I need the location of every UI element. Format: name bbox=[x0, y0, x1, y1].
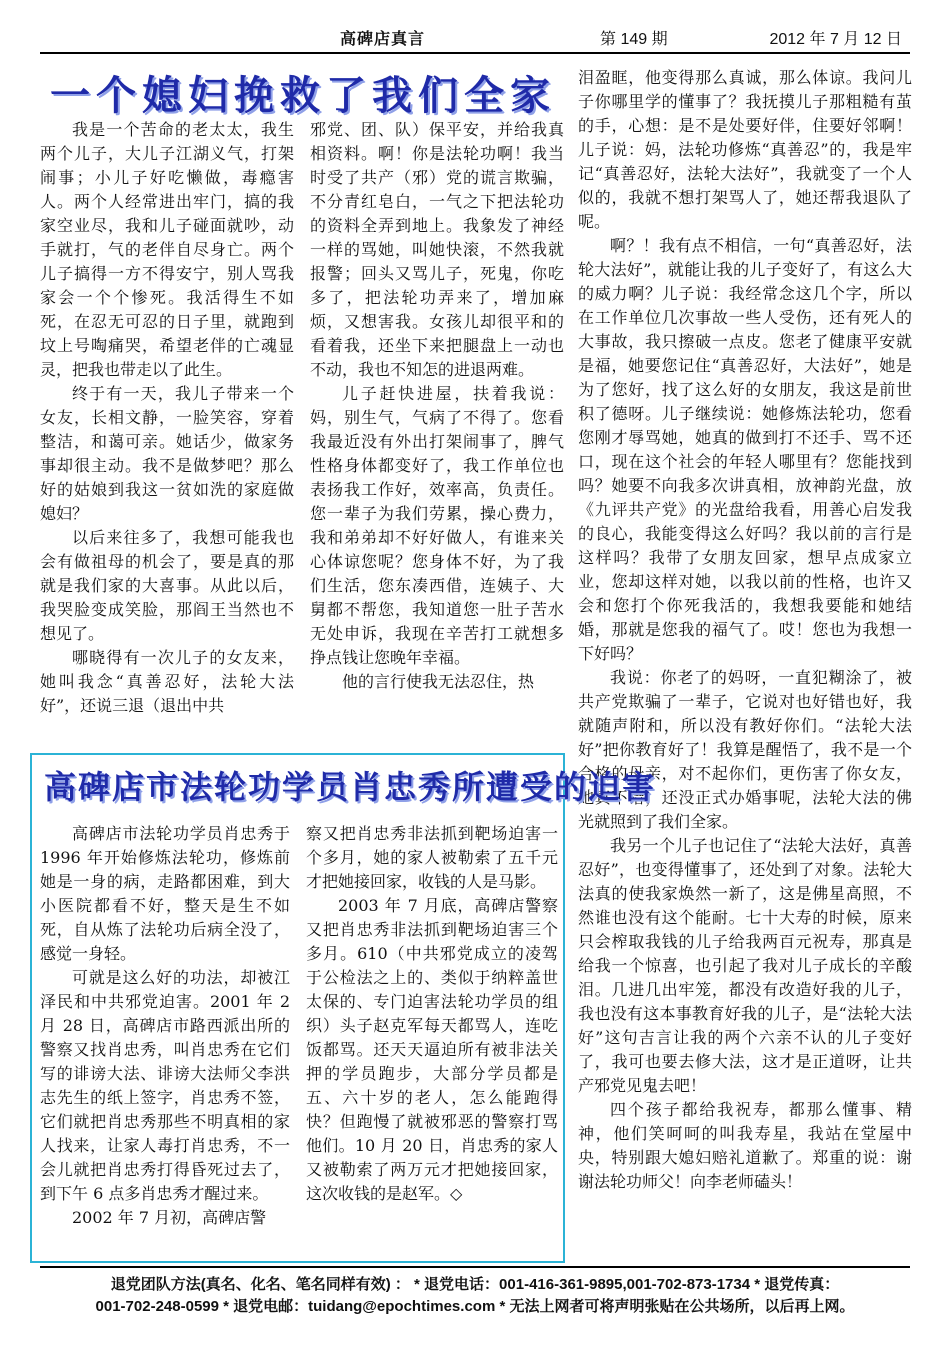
paragraph: 2003 年 7 月底，高碑店警察又把肖忠秀非法抓到靶场迫害三个多月。610（中共邪党成立的凌驾于公检法之上的、类似于纳粹盖世太保的、专门迫害法轮功学员的组织）头子赵克军每天都骂人，连吃饭都骂。还天天逼迫所有被非法关押的学员跑步，大部分学员都是五、六十岁的老人，怎么能跑得快？但跑慢了就被邪恶的警察打骂他们。10 月 20 日，肖忠秀的家人又被勒索了两万元才把她接回家，这次收钱的是赵军。◇ bbox=[306, 896, 558, 1203]
paragraph: 泪盈眶，他变得那么真诚，那么体谅。我问儿子你哪里学的懂事了？我抚摸儿子那粗糙有茧的手，心想：是不是处要好伴，住要好邻啊！儿子说：妈，法轮功修炼“真善忍”的，我是牢记“真善忍好，法轮大法好”，我就变了一个人似的，我就不想打架骂人了，她还帮我退队了呢。 bbox=[578, 68, 912, 231]
paragraph: 啊？！我有点不相信，一句“真善忍好，法轮大法好”，就能让我的儿子变好了，有这么大的威力啊？儿子说：我经常念这几个字，所以在工作单位几次事故一些人受伤，还有死人的大事故，我只擦破一点皮。您老了健康平安就是福，她要您记住“真善忍好，大法好”，她是为了您好，找了这么好的女朋友，我这是前世积了德呀。儿子继续说：她修炼法轮功，您看您刚才辱骂她，她真的做到打不还手、骂不还口，现在这个社会的年轻人哪里有？您能找到吗？她要不向我多次讲真相，放神韵光盘，放《九评共产党》的光盘给我看，用善心启发我的良心，我能变得这么好吗？我以前的言行是这样吗？我带了女朋友回家，想早点成家立业，您却这样对她，以我以前的性格，也许又会和您打个你死我活的，我想我要能和她结婚，那就是您我的福气了。哎！您也为我想一下好吗？ bbox=[578, 236, 912, 663]
article1-column-3 bbox=[578, 66, 912, 1194]
article2-column-1 bbox=[40, 822, 290, 1230]
paragraph: 儿子赶快进屋，扶着我说：妈，别生气，气病了不得了。您看我最近没有外出打架闹事了，脾气性格身体都变好了，我工作单位也表扬我工作好，效率高，负责任。您一辈子为我们劳累，操心费力，我和弟弟却不好好做人，有谁来关心体谅您呢？您身体不好，为了我们生活，您东凑西借，连姨子、大舅都不帮您，我知道您一肚子苦水无处申诉，我现在辛苦打工就想多挣点钱让您晚年幸福。 bbox=[310, 384, 564, 667]
article2-title: 高碑店市法轮功学员肖忠秀所遭受的迫害 bbox=[44, 768, 657, 806]
paragraph: 四个孩子都给我祝寿，都那么懂事、精神，他们笑呵呵的叫我寿星，我站在堂屋中央，特别跟大媳妇赔礼道歉了。郑重的说：谢谢法轮功师父！向李老师磕头！ bbox=[578, 1100, 912, 1191]
newspaper-name: 高碑店真言 bbox=[340, 31, 426, 48]
paragraph: 我另一个儿子也记住了“法轮大法好，真善忍好”，也变得懂事了，还处到了对象。法轮大法真的使我家焕然一新了，这是佛星高照，不然谁也没有这个能耐。七十大寿的时候，原来只会榨取我钱的儿子给我两百元祝寿，那真是给我一个惊喜，也引起了我对儿子成长的辛酸泪。几进几出牢笼，都没有改造好我的儿子，我也没有这本事教育好我的儿子，是“法轮大法好”这句吉言让我的两个六亲不认的儿子变好了，我可也要去修大法，这才是正道呀，让共产邪党见鬼去吧！ bbox=[578, 836, 912, 1095]
paragraph: 我说：你老了的妈呀，一直犯糊涂了，被共产党欺骗了一辈子，它说对也好错也好，我就随声附和，所以没有教好你们。“法轮大法好”把你教育好了！我算是醒悟了，我不是一个合格的母亲，对不起你们，更伤害了你女友，她真不错，还没正式办婚事呢，法轮大法的佛光就照到了我们全家。 bbox=[578, 668, 912, 831]
footer-line-1: 退党团队方法(真名、化名、笔名同样有效) ： * 退党电话：001-416-361-9895,001-702-873-1734 * 退党传真： bbox=[110, 1276, 840, 1293]
article1-title: 一个媳妇挽救了我们全家 bbox=[50, 72, 556, 119]
paragraph: 我是一个苦命的老太太，我生两个儿子，大儿子江湖义气，打架闹事；小儿子好吃懒做，毒瘾害人。两个人经常进出牢门，搞的我家空业尽，我和儿子碰面就吵，动手就打，气的老伴自尽身亡。两个儿子搞得一方不得安宁，别人骂我家会一个个惨死。我活得生不如死，在忍无可忍的日子里，就跑到坟上号啕痛哭，希望老伴的亡魂显灵，把我也带走以了此生。 bbox=[40, 120, 294, 379]
paragraph: 哪晓得有一次儿子的女友来，她叫我念“真善忍好，法轮大法好”，还说三退（退出中共 bbox=[40, 648, 294, 715]
page-footer bbox=[40, 1266, 910, 1318]
article2-column-2 bbox=[306, 822, 558, 1206]
article1-column-1 bbox=[40, 118, 294, 718]
paragraph: 终于有一天，我儿子带来一个女友，长相文静，一脸笑容，穿着整洁，和蔼可亲。她话少，做家务事却很主动。我不是做梦吧？那么好的姑娘到我这一贫如洗的家庭做媳妇？ bbox=[40, 384, 294, 523]
paragraph: 2002 年 7 月初，高碑店警 bbox=[72, 1208, 267, 1227]
paragraph: 察又把肖忠秀非法抓到靶场迫害一个多月，她的家人被勒索了五千元才把她接回家，收钱的人是马影。 bbox=[306, 824, 558, 891]
paragraph: 高碑店市法轮功学员肖忠秀于 1996 年开始修炼法轮功，修炼前她是一身的病，走路都困难，到大小医院都看不好，整天是生不如死，自从炼了法轮功后病全没了，感觉一身轻。 bbox=[40, 824, 290, 963]
paragraph: 他的言行使我无法忍住，热 bbox=[342, 672, 535, 691]
paragraph: 可就是这么好的功法，却被江泽民和中共邪党迫害。2001 年 2 月 28 日，高碑店市路西派出所的警察又找肖忠秀，叫肖忠秀在它们写的诽谤大法、诽谤大法师父李洪志先生的纸上签字，肖忠秀不签，它们就把肖忠秀那些不明真相的家人找来，让家人毒打肖忠秀，不一会儿就把肖忠秀打得昏死过去了，到下午 6 点多肖忠秀才醒过来。 bbox=[40, 968, 290, 1203]
paragraph: 邪党、团、队）保平安，并给我真相资料。啊！你是法轮功啊！我当时受了共产（邪）党的谎言欺骗，不分青红皂白，一气之下把法轮功的资料全弄到地上。我象发了神经一样的骂她，叫她快滚，不然我就报警；回头又骂儿子，死鬼，你吃多了，把法轮功弄来了，增加麻烦，又想害我。女孩儿却很平和的看着我，还坐下来把腿盘上一动也不动，我也不知怎的进退两难。 bbox=[310, 120, 564, 379]
footer-line-2: 001-702-248-0599 * 退党电邮：tuidang@epochtimes.com * 无法上网者可将声明张贴在公共场所，以后再上网。 bbox=[95, 1298, 855, 1315]
issue-number: 第 149 期 bbox=[600, 31, 668, 48]
page-header bbox=[40, 22, 910, 54]
article1-column-2 bbox=[310, 118, 564, 694]
paragraph: 以后来往多了，我想可能我也会有做祖母的机会了，要是真的那就是我们家的大喜事。从此以后，我哭脸变成笑脸，那阎王当然也不想见了。 bbox=[40, 528, 294, 643]
issue-date: 2012 年 7 月 12 日 bbox=[769, 31, 902, 48]
